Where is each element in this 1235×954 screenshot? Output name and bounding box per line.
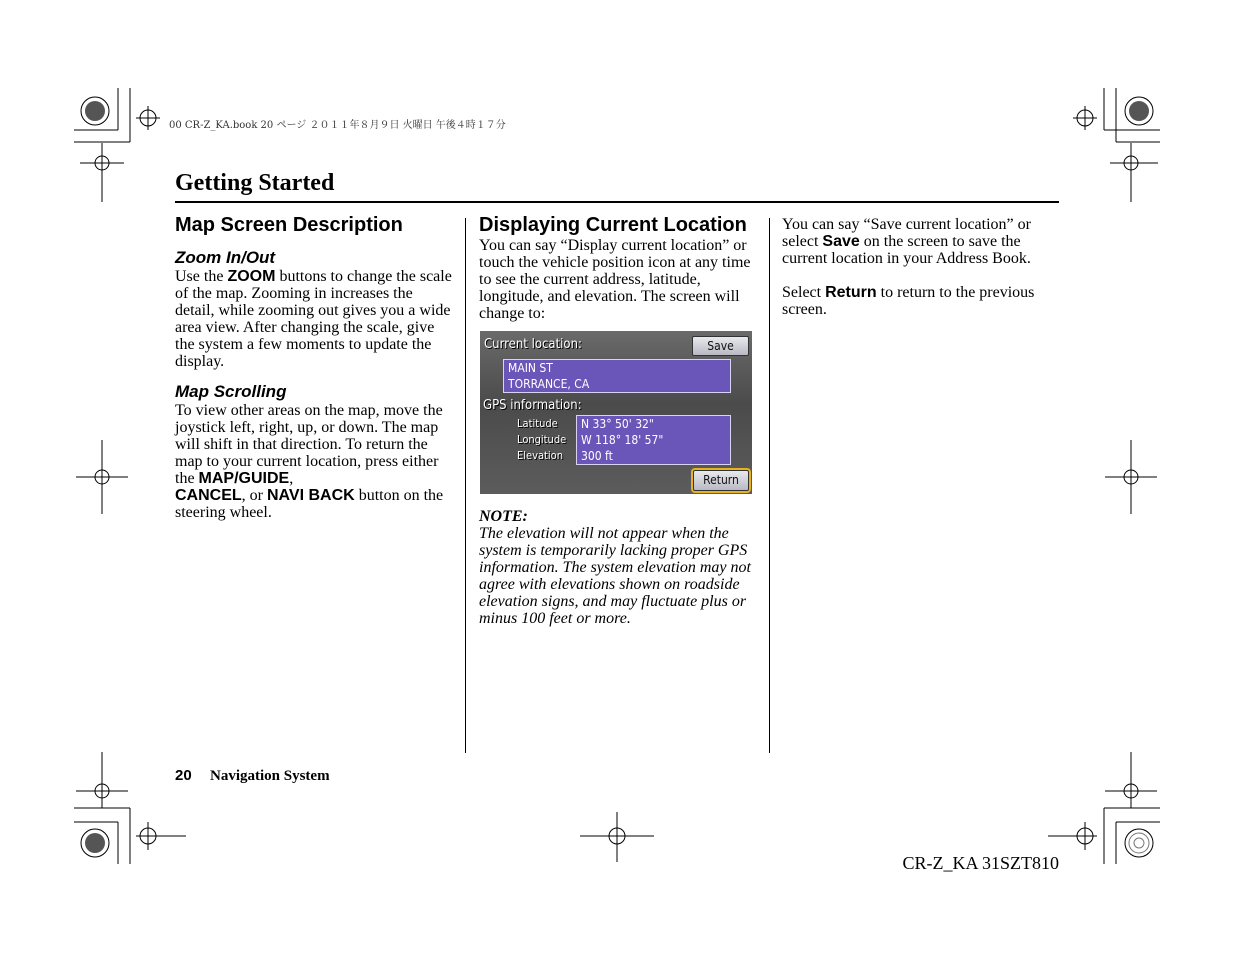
note-paragraph: The elevation will not appear when the system is temporarily lacking proper GPS information. The system elevation may not agree with elevations shown on roadside elevation signs, and may fluctuate plus or minus 100 feet or more.	[479, 525, 751, 627]
column-divider-2	[769, 218, 770, 753]
save-paragraph	[782, 216, 1062, 267]
zoom-keyword: ZOOM	[227, 268, 276, 285]
address-line-1: MAIN ST	[508, 361, 553, 375]
gps-information-label: GPS information:	[483, 398, 582, 413]
zoom-text-b: buttons to change the scale of the map. Zooming in increases the detail, while zooming out gives you a wide area view. After changing the scale, give the system a few moments to update the display.	[175, 268, 452, 370]
footer-label: Navigation System	[210, 768, 330, 784]
return-button[interactable]: Return	[693, 470, 749, 491]
gps-values-box	[576, 415, 731, 465]
save-text-a: You can say “Save current location” or select	[782, 216, 1031, 250]
zoom-paragraph	[175, 268, 455, 370]
elevation-label: Elevation	[517, 449, 563, 462]
save-text-b: on the screen to save the current location in your Address Book.	[782, 233, 1031, 267]
scrolling-paragraph	[175, 402, 455, 521]
note-title: NOTE:	[479, 508, 528, 525]
document-code: CR-Z_KA 31SZT810	[902, 853, 1059, 873]
elevation-value: 300 ft	[581, 449, 613, 463]
address-line-2: TORRANCE, CA	[508, 377, 590, 391]
return-paragraph	[782, 284, 1062, 318]
title-rule	[175, 201, 1059, 203]
map-screen-heading: Map Screen Description	[175, 214, 403, 236]
return-keyword: Return	[825, 284, 877, 301]
column-divider-1	[465, 218, 466, 753]
map-guide-keyword: MAP/GUIDE	[198, 470, 290, 487]
section-title: Getting Started	[175, 170, 335, 196]
save-button[interactable]: Save	[692, 336, 749, 356]
address-box	[503, 359, 731, 393]
save-keyword: Save	[822, 233, 860, 250]
print-slug: 00 CR-Z_KA.book 20 ページ ２０１１年８月９日 火曜日 午後４時１７分	[169, 120, 506, 131]
column-1	[175, 213, 455, 521]
longitude-label: Longitude	[517, 433, 567, 446]
current-location-paragraph: You can say “Display current location” or touch the vehicle position icon at any time to see the current address, latitude, longitude, and elevation. The screen will change to:	[479, 237, 751, 322]
return-text-b: to return to the previous screen.	[782, 284, 1035, 318]
scroll-sep-1: ,	[289, 470, 294, 487]
return-text-a: Select	[782, 284, 826, 301]
navi-back-keyword: NAVI BACK	[267, 487, 355, 504]
cancel-keyword: CANCEL	[175, 487, 242, 504]
latitude-value: N 33° 50' 32"	[581, 417, 654, 431]
scroll-text-b: button on the steering wheel.	[175, 487, 444, 521]
zoom-text-a: Use the	[175, 268, 228, 285]
scroll-sep-2: , or	[241, 487, 267, 504]
scrolling-heading: Map Scrolling	[175, 382, 287, 401]
longitude-value: W 118° 18' 57"	[581, 433, 664, 447]
current-location-label: Current location:	[484, 337, 582, 352]
scroll-text-a: To view other areas on the map, move the joystick left, right, up, or down. The map will shift in that direction. To return the map to your current location, press either the	[175, 402, 443, 487]
zoom-heading: Zoom In/Out	[175, 248, 276, 267]
current-location-heading: Displaying Current Location	[479, 214, 747, 236]
latitude-label: Latitude	[517, 417, 558, 430]
column-3	[782, 213, 1062, 318]
current-location-screen	[480, 331, 752, 494]
page-number: 20	[175, 767, 192, 784]
